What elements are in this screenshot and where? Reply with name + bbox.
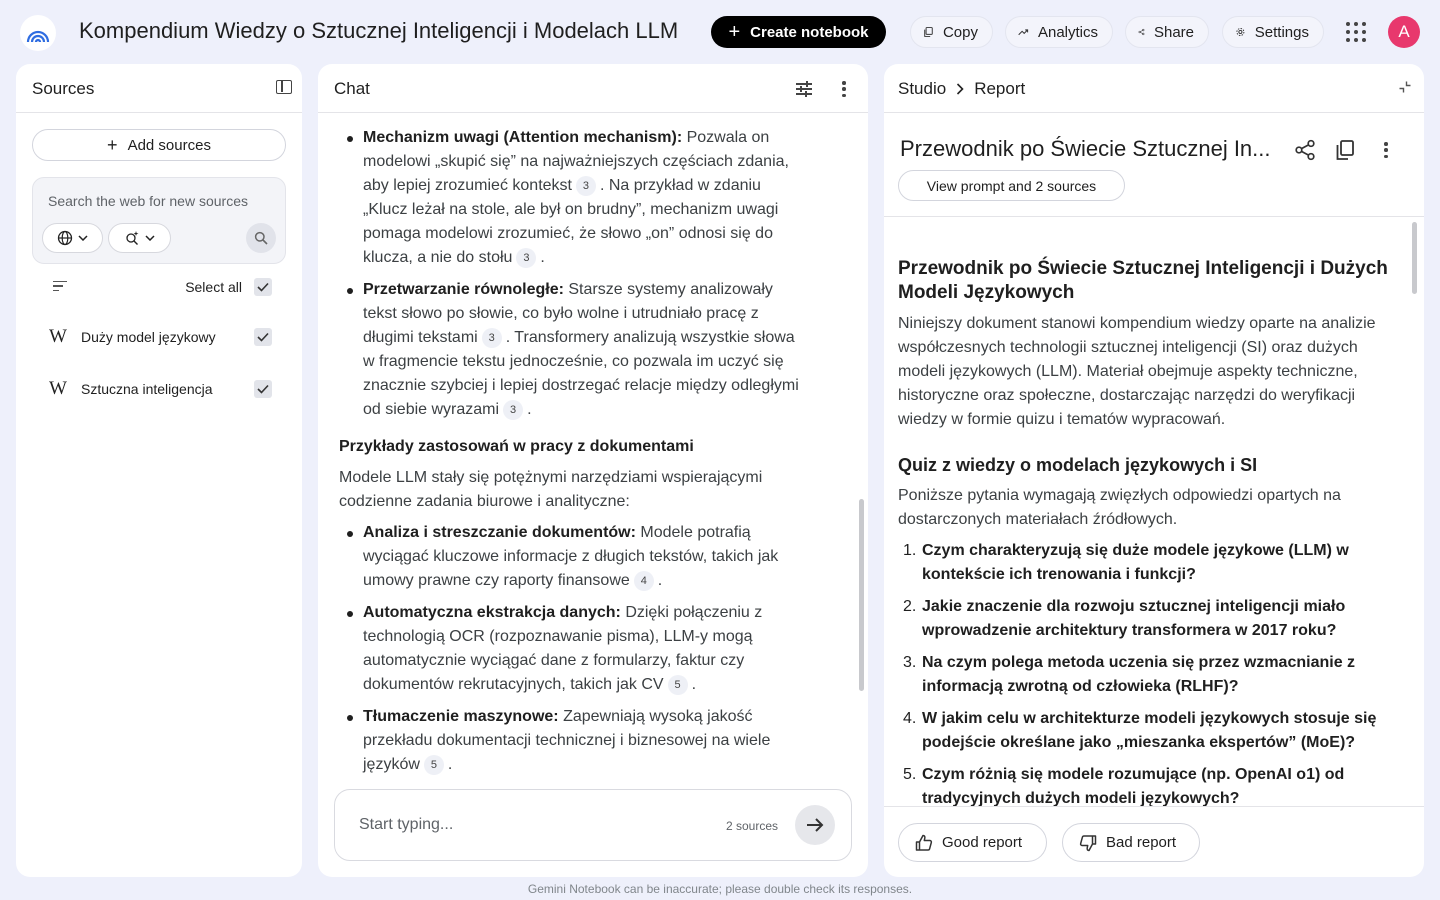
search-submit-button[interactable]	[246, 223, 276, 253]
report-content	[898, 257, 1398, 806]
share-icon[interactable]	[1294, 139, 1316, 166]
bullet-text: .	[447, 756, 453, 773]
bullet-text: Starsze systemy analizowały tekst słowo po słowie, co było wolne i utrudniało pracę z długimi tekstami	[363, 281, 773, 346]
more-vert-icon[interactable]	[842, 81, 846, 97]
create-notebook-button[interactable]	[711, 16, 886, 48]
collapse-icon[interactable]	[1398, 80, 1412, 97]
sparkle-search-icon	[124, 230, 140, 246]
list-item	[339, 601, 809, 697]
good-report-button[interactable]	[898, 823, 1047, 862]
breadcrumb	[898, 79, 1025, 99]
bullet-text: .	[527, 401, 532, 418]
citation-chip[interactable]: 3	[503, 400, 523, 420]
bullet-text: Zapewniają wysoką jakość przekładu dokumentacji technicznej i biznesowej na wiele języków	[363, 708, 771, 773]
research-mode-dropdown[interactable]	[108, 223, 171, 253]
report-feedback-bar	[884, 806, 1424, 877]
chat-scrollbar[interactable]	[859, 499, 864, 691]
citation-chip[interactable]: 3	[576, 176, 596, 196]
question-text: Jakie znaczenie dla rozwoju sztucznej inteligencji miało wprowadzenie architektury transformera w 2017 roku?	[922, 598, 1346, 639]
web-search-input[interactable]: Search the web for new sources	[48, 193, 248, 209]
citation-chip[interactable]: 5	[668, 675, 688, 695]
wikipedia-icon: W	[49, 326, 67, 347]
settings-button[interactable]	[1222, 16, 1324, 48]
source-item[interactable]	[16, 317, 302, 357]
top-bar	[0, 0, 1440, 64]
bad-report-label: Bad report	[1106, 834, 1177, 851]
sources-panel	[16, 64, 302, 877]
citation-chip[interactable]: 4	[634, 571, 654, 591]
bullet-text: .	[657, 572, 663, 589]
analytics-button[interactable]	[1005, 16, 1113, 48]
question-text: W jakim celu w architekturze modeli językowych stosuje się podejście określane jako „mieszanka ekspertów” (MoE)?	[922, 710, 1377, 751]
report-title: Przewodnik po Świecie Sztucznej In...	[900, 136, 1271, 161]
response-heading: Przykłady zastosowań w pracy z dokumentami	[339, 438, 694, 455]
source-checkbox[interactable]	[254, 380, 272, 398]
report-heading: Przewodnik po Świecie Sztucznej Inteligencji i Dużych Modeli Językowych	[898, 258, 1388, 303]
web-source-dropdown[interactable]	[42, 223, 103, 253]
bullet-title: Przetwarzanie równoległe:	[363, 281, 564, 298]
breadcrumb-report: Report	[974, 79, 1026, 98]
bullet-text: Dzięki połączeniu z technologią OCR (rozpoznawanie pisma), LLM-y mogą automatycznie wyciągać dane z formularzy, faktur czy dokumentów rekrutacyjnych, takich jak CV	[363, 604, 763, 693]
list-item	[339, 126, 809, 270]
report-intro: Niniejszy dokument stanowi kompendium wiedzy oparte na analizie współczesnych technologii sztucznej inteligencji (SI) oraz dużych modeli językowych (LLM). Materiał obejmuje aspekty techniczne, historyczne oraz społeczne, dostarczając narzędzi do weryfikacji wiedzy w formie quizu i tematów wypracowań.	[898, 315, 1376, 428]
citation-chip[interactable]: 3	[482, 328, 502, 348]
select-all-label: Select all	[185, 279, 242, 295]
bullet-title: Analiza i streszczanie dokumentów:	[363, 524, 636, 541]
source-item-name: Duży model językowy	[81, 329, 216, 345]
studio-header	[884, 64, 1424, 113]
report-scrollbar[interactable]	[1412, 222, 1417, 294]
more-vert-icon[interactable]	[1384, 142, 1388, 158]
bullet-text: . Transformery analizują wszystkie słowa w fragmencie tekstu jednocześnie, co pozwala im uczyć się znacznie szybciej i lepiej dostrzegać relacje między odległymi od siebie wyrazami	[363, 329, 799, 418]
filter-icon[interactable]	[53, 281, 67, 291]
chat-messages[interactable]	[318, 114, 868, 778]
collapse-panel-icon[interactable]	[276, 80, 292, 94]
chevron-down-icon	[78, 235, 88, 241]
share-icon	[1138, 24, 1145, 40]
breadcrumb-studio[interactable]: Studio	[898, 79, 947, 98]
chat-input-box	[334, 789, 852, 861]
bad-report-button[interactable]	[1062, 823, 1200, 862]
bullet-title: Tłumaczenie maszynowe:	[363, 708, 559, 725]
tune-icon[interactable]	[796, 81, 812, 95]
thumb-down-icon	[1079, 834, 1097, 852]
view-prompt-button[interactable]: View prompt and 2 sources	[898, 170, 1125, 201]
quiz-heading: Quiz z wiedzy o modelach językowych i SI	[898, 455, 1258, 475]
send-button[interactable]	[795, 805, 835, 845]
report-body[interactable]	[884, 217, 1424, 806]
citation-chip[interactable]: 5	[424, 755, 444, 775]
chat-title: Chat	[334, 79, 370, 98]
source-checkbox[interactable]	[254, 328, 272, 346]
plus-icon: +	[107, 135, 118, 155]
chat-response	[339, 126, 809, 778]
web-search-box	[32, 177, 286, 264]
check-icon	[257, 332, 269, 342]
chat-header	[318, 64, 868, 113]
bullet-text: .	[691, 676, 697, 693]
copy-icon	[923, 24, 934, 40]
quiz-question	[898, 707, 1398, 755]
chat-input[interactable]: Start typing...	[359, 816, 454, 833]
quiz-question	[898, 763, 1398, 806]
sources-title: Sources	[32, 79, 95, 98]
question-text: Czym charakteryzują się duże modele językowe (LLM) w kontekście ich trenowania i funkcji?	[922, 542, 1349, 583]
response-paragraph: Modele LLM stały się potężnymi narzędziami wspierającymi codzienne zadania biurowe i analityczne:	[339, 469, 763, 510]
question-number: 2.	[903, 598, 917, 615]
citation-chip[interactable]: 3	[516, 248, 536, 268]
disclaimer: Gemini Notebook can be inaccurate; please double check its responses.	[527, 882, 913, 896]
question-number: 3.	[903, 654, 917, 671]
check-icon	[257, 282, 269, 292]
notebook-title[interactable]: Kompendium Wiedzy o Sztucznej Inteligencji i Modelach LLM	[79, 18, 679, 43]
plus-icon: +	[728, 21, 741, 43]
create-notebook-label: Create notebook	[750, 23, 869, 41]
copy-icon[interactable]	[1335, 139, 1355, 166]
quiz-question	[898, 651, 1398, 699]
bullet-text: Pozwala on modelowi „skupić się” na najważniejszych częściach zdania, aby lepiej zrozumieć kontekst	[363, 129, 789, 194]
chevron-right-icon	[956, 83, 964, 95]
add-sources-label: Add sources	[127, 136, 211, 154]
arrow-right-icon	[806, 817, 824, 833]
source-item-name: Sztuczna inteligencja	[81, 381, 213, 397]
wikipedia-icon: W	[49, 378, 67, 399]
app-logo-icon[interactable]	[20, 15, 56, 51]
bullet-text: .	[540, 249, 545, 266]
add-sources-button[interactable]	[32, 129, 286, 161]
check-icon	[257, 384, 269, 394]
bullet-text: Modele potrafią wyciągać kluczowe informacje z długich tekstów, takich jak umowy prawne czy raporty finansowe	[363, 524, 779, 589]
sources-header	[16, 64, 302, 113]
share-button[interactable]	[1125, 16, 1209, 48]
bullet-title: Mechanizm uwagi (Attention mechanism):	[363, 129, 683, 146]
quiz-question	[898, 595, 1398, 643]
sources-count: 2 sources	[726, 819, 779, 833]
chat-panel	[318, 64, 868, 877]
list-item	[339, 521, 809, 593]
analytics-label: Analytics	[1037, 23, 1098, 41]
globe-icon	[57, 230, 73, 246]
source-item[interactable]	[16, 369, 302, 409]
copy-label: Copy	[942, 23, 978, 41]
good-report-label: Good report	[942, 834, 1023, 851]
quiz-question	[898, 539, 1398, 587]
question-text: Czym różnią się modele rozumujące (np. OpenAI o1) od tradycyjnych dużych modeli językowych?	[922, 766, 1345, 806]
copy-button[interactable]	[910, 16, 993, 48]
bullet-title: Automatyczna ekstrakcja danych:	[363, 604, 621, 621]
question-text: Na czym polega metoda uczenia się przez wzmacnianie z informacją zwrotną od człowieka (RLHF)?	[922, 654, 1356, 695]
avatar[interactable]: A	[1388, 16, 1420, 48]
quiz-intro: Poniższe pytania wymagają zwięzłych odpowiedzi opartych na dostarczonych materiałach źródłowych.	[898, 487, 1341, 528]
gear-icon	[1235, 24, 1246, 40]
trending-up-icon	[1018, 26, 1029, 38]
studio-panel	[884, 64, 1424, 877]
question-number: 4.	[903, 710, 917, 727]
bullet-text: . Na przykład w zdaniu „Klucz leżał na stole, ale był on brudny”, mechanizm uwagi pomaga modelowi zrozumieć, że słowo „on” odnosi się do klucza, a nie do stołu	[363, 177, 779, 266]
question-number: 1.	[903, 542, 917, 559]
select-all-row	[16, 267, 302, 307]
select-all-checkbox[interactable]	[254, 278, 272, 296]
search-icon	[254, 231, 268, 245]
apps-grid-icon[interactable]	[1344, 20, 1368, 44]
chevron-down-icon	[145, 235, 155, 241]
thumb-up-icon	[915, 834, 933, 852]
list-item	[339, 705, 809, 777]
question-number: 5.	[903, 766, 917, 783]
list-item	[339, 278, 809, 422]
settings-label: Settings	[1254, 23, 1309, 41]
share-label: Share	[1153, 23, 1194, 41]
